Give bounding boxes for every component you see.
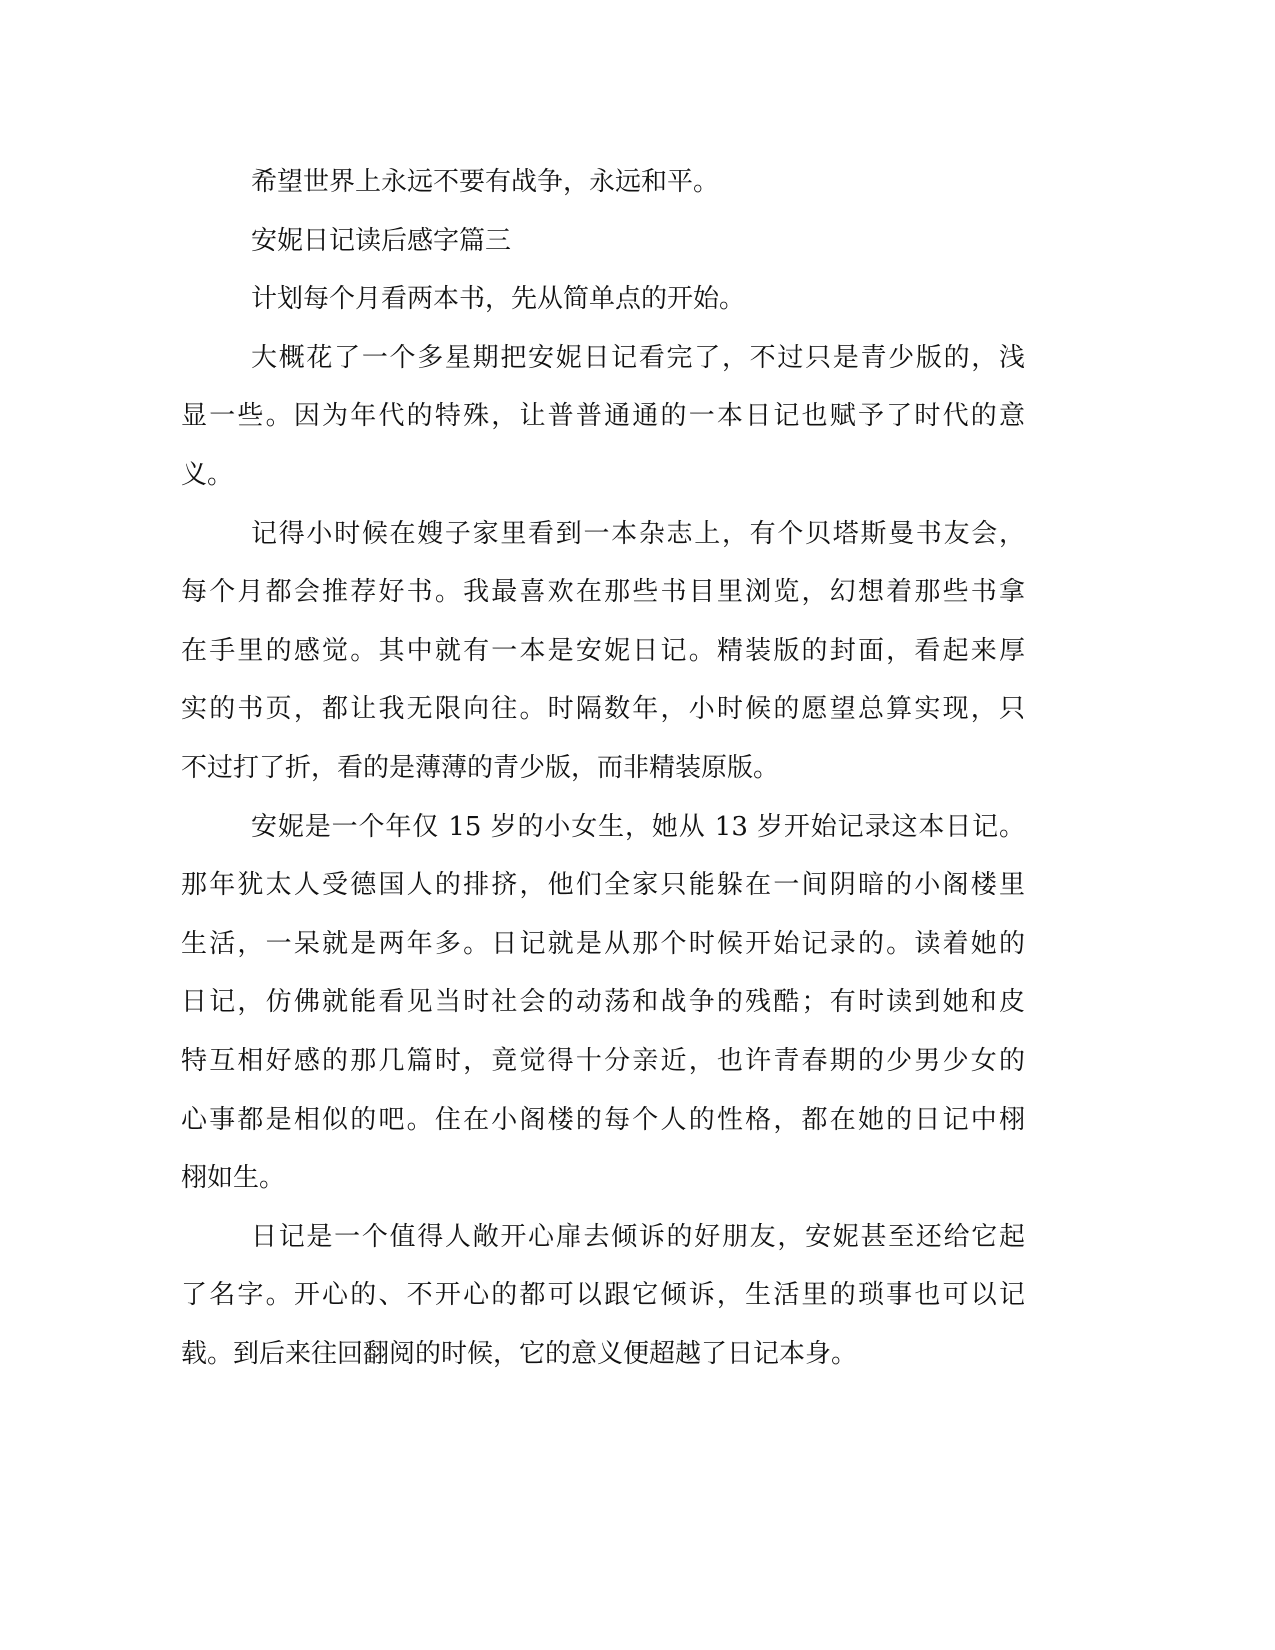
paragraph-line: 实的书页，都让我无限向往。时隔数年，小时候的愿望总算实现，只 (181, 694, 1025, 725)
paragraph-first-line: 希望世界上永远不要有战争，永远和平。 (251, 167, 720, 197)
paragraph-line: 特互相好感的那几篇时，竟觉得十分亲近，也许青春期的少男少女的 (181, 1046, 1025, 1076)
paragraph-line: 不过打了折，看的是薄薄的青少版，而非精装原版。 (181, 753, 780, 783)
paragraph-first-line: 安妮是一个年仅 15 岁的小女生，她从 13 岁开始记录这本日记。 (251, 811, 1025, 842)
paragraph-line: 栩如生。 (181, 1163, 286, 1194)
paragraph-line: 载。到后来往回翻阅的时候，它的意义便超越了日记本身。 (181, 1339, 858, 1369)
paragraph-first-line: 计划每个月看两本书，先从简单点的开始。 (251, 284, 746, 315)
paragraph-line: 在手里的感觉。其中就有一本是安妮日记。精装版的封面，看起来厚 (181, 635, 1025, 666)
paragraph-first-line: 记得小时候在嫂子家里看到一本杂志上，有个贝塔斯曼书友会， (251, 518, 1025, 549)
paragraph-first-line: 日记是一个值得人敞开心扉去倾诉的好朋友，安妮甚至还给它起 (251, 1221, 1025, 1252)
paragraph-line: 那年犹太人受德国人的排挤，他们全家只能躲在一间阴暗的小阁楼里 (181, 870, 1025, 901)
paragraph-line: 心事都是相似的吧。住在小阁楼的每个人的性格，都在她的日记中栩 (181, 1104, 1025, 1135)
paragraph-line: 日记，仿佛就能看见当时社会的动荡和战争的残酷；有时读到她和皮 (181, 987, 1025, 1018)
paragraph-line: 显一些。因为年代的特殊，让普普通通的一本日记也赋予了时代的意 (181, 401, 1025, 432)
paragraph-first-line: 安妮日记读后感字篇三 (251, 225, 512, 256)
paragraph-line: 生活，一呆就是两年多。日记就是从那个时候开始记录的。读着她的 (181, 928, 1025, 959)
paragraph-line: 义。 (181, 460, 234, 490)
paragraph-line: 了名字。开心的、不开心的都可以跟它倾诉，生活里的琐事也可以记 (181, 1280, 1025, 1311)
paragraph-first-line: 大概花了一个多星期把安妮日记看完了，不过只是青少版的，浅 (251, 342, 1025, 373)
paragraph-line: 每个月都会推荐好书。我最喜欢在那些书目里浏览，幻想着那些书拿 (181, 577, 1025, 608)
